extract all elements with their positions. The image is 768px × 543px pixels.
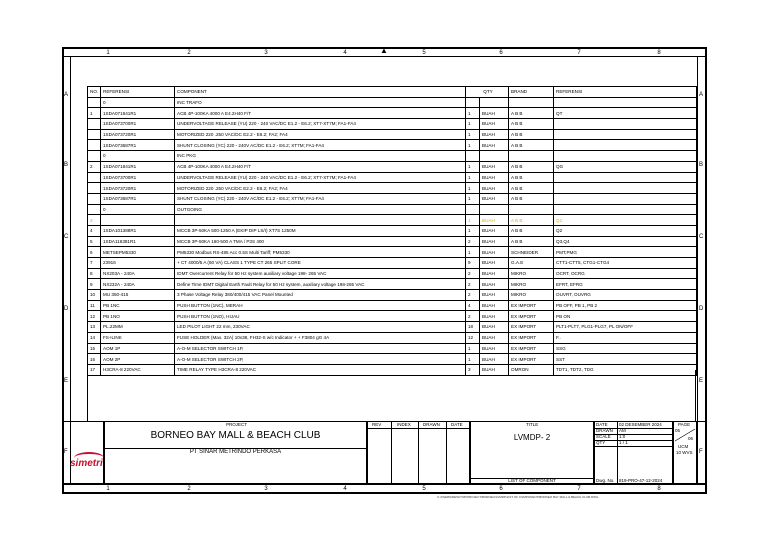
column-number: 2 — [187, 486, 191, 492]
cell-ref: 0 — [101, 204, 175, 215]
cell-brand: MIKRO — [509, 268, 554, 279]
cell-comp: PM5330 Modbus RS-485 Acc 0.5S Multi Tariff; PM5330 — [175, 247, 466, 258]
table-row — [88, 204, 697, 215]
cell-comp: ACB 4P-100KA 4000 A E4.2H40 F/T — [175, 161, 466, 172]
header-qty: QTY — [466, 87, 509, 98]
cell-ref: PB 1NC — [101, 300, 175, 311]
header-brand: BRAND — [509, 87, 554, 98]
cell-ref2: TDT1, TDT2, TDG — [554, 364, 697, 375]
cell-qty: 2 — [466, 268, 480, 279]
cell-ref2: Q1 — [554, 215, 697, 226]
cell-qty: 1 — [466, 215, 480, 226]
cell-unit: BUAH — [480, 290, 509, 301]
cell-qty: 2 — [466, 290, 480, 301]
cell-no: 12 — [88, 311, 101, 322]
row-letter: E — [64, 378, 69, 384]
table-row — [88, 140, 697, 151]
cell-no — [88, 172, 101, 183]
cell-ref: 1SDA073687R1 — [101, 140, 175, 151]
dwg-value: 819-PRO-47-12-2024 — [619, 478, 663, 483]
cell-unit: BUAH — [480, 108, 509, 119]
cell-qty: 12 — [466, 332, 480, 343]
cell-qty: 2 — [466, 236, 480, 247]
table-header-row — [88, 87, 697, 98]
cell-no — [88, 151, 101, 162]
cell-brand: SCHNEIDER — [509, 247, 554, 258]
cell-comp: 3 Phase Voltage Relay 380/400/415 VAC Panel Mounted — [175, 290, 466, 301]
qty-key: QTY — [596, 440, 606, 445]
cell-ref: MU 350-415 — [101, 290, 175, 301]
header-referensi: REFERENSI — [101, 87, 175, 98]
cell-brand: A B B — [509, 161, 554, 172]
cell-qty: 1 — [466, 140, 480, 151]
cell-comp: Define Time IDMT Digital Earth Fault Relay for 50 Hz system, auxiliary voltage 198-265 VAC — [175, 279, 466, 290]
column-number: 4 — [343, 486, 347, 492]
cell-ref: 1SDA073687R1 — [101, 193, 175, 204]
cell-ref: 1SDA073720R1 — [101, 129, 175, 140]
cell-unit: BUAH — [480, 193, 509, 204]
row-letter: F — [64, 449, 68, 455]
divider — [697, 57, 698, 484]
cell-comp: LED PILOT LIGHT 22 mm, 230VAC — [175, 322, 466, 333]
row-letter: F — [699, 449, 703, 455]
cell-no: 1 — [88, 108, 101, 119]
cell-ref: H3CRA-8 220VAC — [101, 364, 175, 375]
cell-comp: FUSE HOLDER (Max. 32A) 10x38, FH32-S w/c Indicator + + F3804 gG 4A — [175, 332, 466, 343]
cell-unit: BUAH — [480, 161, 509, 172]
cell-brand: A B B — [509, 236, 554, 247]
cell-qty: 1 — [466, 172, 480, 183]
cell-ref2: QT — [554, 108, 697, 119]
cell-qty — [466, 97, 480, 108]
cell-ref: 1SDA101388R1 — [101, 225, 175, 236]
cell-brand: EX IMPORT — [509, 354, 554, 365]
cell-brand: EX IMPORT — [509, 300, 554, 311]
cell-comp: UNDERVOLTAGE RELEASE (YU) 220 - 240 VAC/DC E1.2 - E6.2; XT7-XT7M; FA1-FA4 — [175, 172, 466, 183]
cell-unit: BUAH — [480, 268, 509, 279]
column-number: 5 — [422, 486, 426, 492]
cell-unit: BUAH — [480, 183, 509, 194]
scale-key: SCALE — [596, 434, 611, 439]
cell-ref2: EFRT, EFRG — [554, 279, 697, 290]
divider — [63, 484, 706, 485]
title-cell — [470, 421, 594, 484]
cell-no — [88, 193, 101, 204]
cell-brand: G.A.E — [509, 258, 554, 269]
title-label: TITLE — [526, 422, 539, 427]
row-letter: C — [64, 234, 69, 240]
table-row — [88, 215, 697, 226]
cell-ref2: Q3,Q4 — [554, 236, 697, 247]
cell-comp: INC TRAFO — [175, 97, 466, 108]
table-row — [88, 268, 697, 279]
cell-unit: BUAH — [480, 236, 509, 247]
cell-no: 5 — [88, 236, 101, 247]
cell-no — [88, 183, 101, 194]
cell-ref2 — [554, 140, 697, 151]
cell-no: 3 — [88, 215, 101, 226]
cell-qty: 1 — [466, 183, 480, 194]
cell-brand: OMRON — [509, 364, 554, 375]
header-component: COMPONENT — [175, 87, 466, 98]
logo: simetri — [70, 458, 103, 469]
cell-qty: 1 — [466, 354, 480, 365]
cell-unit: BUAH — [480, 225, 509, 236]
row-letter: E — [699, 378, 704, 384]
cell-brand — [509, 97, 554, 108]
table-row — [88, 129, 697, 140]
cell-qty: 1 — [466, 343, 480, 354]
table-row — [88, 172, 697, 183]
cell-no — [88, 97, 101, 108]
cell-ref: 1SDA071841R1 — [101, 108, 175, 119]
cell-no: 16 — [88, 354, 101, 365]
divider — [391, 421, 392, 484]
table-empty-area — [87, 370, 696, 421]
row-letter: D — [64, 306, 69, 312]
cell-ref: FS+LINK — [101, 332, 175, 343]
cell-comp: TIME RELAY TYPE H3CRA-8 220VAC — [175, 364, 466, 375]
cell-ref — [101, 215, 175, 226]
cell-ref2: OCRT, OCRG — [554, 268, 697, 279]
cell-brand: A B B — [509, 108, 554, 119]
divider — [70, 57, 71, 484]
cell-unit: BUAH — [480, 354, 509, 365]
rev-label: REV — [372, 422, 382, 427]
qty-value: 1 / 1 — [619, 440, 628, 445]
cell-no: 6 — [88, 247, 101, 258]
row-letter: C — [699, 234, 704, 240]
cell-qty — [466, 151, 480, 162]
cell-ref: AOM 1P — [101, 343, 175, 354]
cell-ref: 1SDA071841R1 — [101, 161, 175, 172]
cell-comp: IDMT Overcurrent Relay for 50 Hz system auxiliary voltage 198- 265 VAC — [175, 268, 466, 279]
cell-ref: METSEPM5330 — [101, 247, 175, 258]
cell-brand: MIKRO — [509, 279, 554, 290]
column-number: 6 — [499, 50, 503, 56]
cell-comp: SHUNT CLOSING (YC) 220 - 240V AC/DC E1.2 - E6.2; XT7M; FA1-FA4 — [175, 193, 466, 204]
table-row — [88, 258, 697, 269]
cell-no: 7 — [88, 258, 101, 269]
cell-qty: 1 — [466, 161, 480, 172]
cell-comp: MOTORIZED 220 .250 VAC/DC E2.2 - E6.2; FA2; FA4 — [175, 183, 466, 194]
cell-brand: A B B — [509, 140, 554, 151]
cell-unit: BUAH — [480, 332, 509, 343]
cell-ref: PB 1NO — [101, 311, 175, 322]
cell-no — [88, 204, 101, 215]
row-letter: A — [64, 92, 69, 98]
cell-ref2: PMT,PMG — [554, 247, 697, 258]
cell-ref2 — [554, 193, 697, 204]
cell-ref: 1SDA073720R1 — [101, 183, 175, 194]
date-label: DATE — [451, 422, 463, 427]
table-row — [88, 151, 697, 162]
column-number: 5 — [422, 50, 426, 56]
row-letter: B — [64, 162, 69, 168]
cell-no — [88, 119, 101, 130]
drawing-subtitle: LIST OF COMPONENT — [508, 478, 556, 483]
cell-qty: 18 — [466, 322, 480, 333]
index-label: INDEX — [397, 422, 411, 427]
date-value: 02 DESEMBER 2024 — [619, 422, 662, 427]
cell-unit: BUAH — [480, 322, 509, 333]
company-name: PT SINAR METRINDO PERKASA — [189, 449, 282, 455]
cell-unit: BUAH — [480, 258, 509, 269]
center-arrow-icon: ▲ — [380, 46, 388, 55]
drawn-label: DRAWN — [423, 422, 440, 427]
cell-comp: PUSH BUTTON (1NO), HIJAU — [175, 311, 466, 322]
cell-ref2: SSG — [554, 343, 697, 354]
cell-qty: 2 — [466, 279, 480, 290]
cell-ref2 — [554, 97, 697, 108]
cell-brand: A B B — [509, 215, 554, 226]
cell-ref2 — [554, 129, 697, 140]
column-number: 7 — [577, 486, 581, 492]
table-row — [88, 300, 697, 311]
cell-no: 13 — [88, 322, 101, 333]
divider — [418, 421, 419, 484]
header-no: NO. — [88, 87, 101, 98]
page-current: 05 — [675, 428, 681, 433]
cell-unit: BUAH — [480, 364, 509, 375]
page-label: PAGE — [678, 422, 691, 427]
cell-qty: 1 — [466, 225, 480, 236]
table-row — [88, 311, 697, 322]
cell-qty: 9 — [466, 258, 480, 269]
cell-ref2: F.. — [554, 332, 697, 343]
cell-ref2 — [554, 151, 697, 162]
cell-unit: BUAH — [480, 119, 509, 130]
table-row — [88, 119, 697, 130]
table-row — [88, 236, 697, 247]
header-referensi-2: REFERENSI — [554, 87, 697, 98]
ucm-label: UCM — [678, 444, 689, 449]
cell-comp: PUSH BUTTON (1NC), MERAH — [175, 300, 466, 311]
cell-brand: A B B — [509, 225, 554, 236]
row-letter: D — [699, 306, 704, 312]
column-number: 6 — [499, 486, 503, 492]
cell-qty: 1 — [466, 108, 480, 119]
cell-comp: + CT 4000/5 A (60 VA) CLASS 1 TYPE CT 265 SPLIT CORE — [175, 258, 466, 269]
cell-qty: 2 — [466, 311, 480, 322]
column-number: 1 — [106, 50, 110, 56]
cell-unit: BUAH — [480, 215, 509, 226]
table-row — [88, 108, 697, 119]
cell-unit: BUAH — [480, 129, 509, 140]
page-total: 06 — [688, 436, 694, 441]
cell-ref: PL.22MM — [101, 322, 175, 333]
cell-no: 10 — [88, 290, 101, 301]
cell-comp: INC PKG — [175, 151, 466, 162]
cell-no: 2 — [88, 161, 101, 172]
cell-ref2: PLT1-PLT7, PLG1-PLG7, PL ON/OFF — [554, 322, 697, 333]
cell-unit: BUAH — [480, 140, 509, 151]
cell-comp — [175, 215, 466, 226]
cell-comp: ACB 4P-100KA 4000 A E4.2H40 F/T — [175, 108, 466, 119]
cell-unit — [480, 97, 509, 108]
cell-no: 15 — [88, 343, 101, 354]
cell-brand: A B B — [509, 193, 554, 204]
cell-ref2 — [554, 119, 697, 130]
cell-brand: EX IMPORT — [509, 322, 554, 333]
cell-ref2: SST — [554, 354, 697, 365]
drawn-value: AM — [619, 428, 626, 433]
cell-unit: BUAH — [480, 247, 509, 258]
cell-comp: MOTORIZED 220 .250 VAC/DC E2.2 - E6.2; FA2; FA4 — [175, 129, 466, 140]
cell-ref: AOM 2P — [101, 354, 175, 365]
table-row — [88, 279, 697, 290]
divider — [594, 440, 673, 441]
cell-brand — [509, 204, 554, 215]
column-number: 8 — [657, 50, 661, 56]
table-row — [88, 161, 697, 172]
component-table — [87, 86, 697, 376]
cell-unit: BUAH — [480, 279, 509, 290]
drawing-title: LVMDP- 2 — [513, 433, 551, 442]
cell-brand: A B B — [509, 172, 554, 183]
cell-comp: OUTGOING — [175, 204, 466, 215]
row-letter: B — [699, 162, 704, 168]
cell-qty: 1 — [466, 193, 480, 204]
cell-brand: A B B — [509, 129, 554, 140]
project-name: BORNEO BAY MALL & BEACH CLUB — [150, 430, 321, 441]
cell-ref2: PB ON — [554, 311, 697, 322]
cell-comp: A-O-M SELECTOR SWITCH 2P, — [175, 354, 466, 365]
column-number: 2 — [187, 50, 191, 56]
cell-ref2: Q2 — [554, 225, 697, 236]
cell-no — [88, 140, 101, 151]
column-number: 4 — [343, 50, 347, 56]
cell-comp: MCCB 3P-50KA 500-1250 A (EKIP DIP LS/I) XT7S 1250M — [175, 225, 466, 236]
column-number: 8 — [657, 486, 661, 492]
column-number: 3 — [264, 50, 268, 56]
table-row — [88, 343, 697, 354]
row-letter: A — [699, 92, 704, 98]
cell-unit — [480, 204, 509, 215]
table-row — [88, 183, 697, 194]
cell-comp: UNDERVOLTAGE RELEASE (YU) 220 - 240 VAC/DC E1.2 - E6.2; XT7-XT7M; FA1-FA4 — [175, 119, 466, 130]
cell-brand: EX IMPORT — [509, 311, 554, 322]
drawn-key: DRAWN — [596, 428, 613, 433]
cell-qty — [466, 204, 480, 215]
cell-ref: 1SDA073700R1 — [101, 172, 175, 183]
table-row — [88, 354, 697, 365]
scale-value: 1:0 — [619, 434, 626, 439]
cell-brand: A B B — [509, 119, 554, 130]
cell-no: 8 — [88, 268, 101, 279]
cell-unit: BUAH — [480, 300, 509, 311]
cell-ref: 0 — [101, 97, 175, 108]
cell-ref2 — [554, 204, 697, 215]
column-number: 7 — [577, 50, 581, 56]
cell-qty: 1 — [466, 247, 480, 258]
cell-ref: 23916 — [101, 258, 175, 269]
cell-comp: A-O-M SELECTOR SWITCH 1P, — [175, 343, 466, 354]
cell-ref2: PB OFF, PB 1, PB 2 — [554, 300, 697, 311]
cell-no: 11 — [88, 300, 101, 311]
divider — [617, 421, 618, 484]
page-slash-icon — [673, 428, 697, 442]
cell-unit: BUAH — [480, 311, 509, 322]
cell-ref: 0 — [101, 151, 175, 162]
cell-ref2 — [554, 183, 697, 194]
divider — [594, 446, 673, 447]
column-number: 3 — [264, 486, 268, 492]
cell-no: 14 — [88, 332, 101, 343]
table-row — [88, 322, 697, 333]
cell-ref: 1SDA073700R1 — [101, 119, 175, 130]
project-label: PROJECT — [226, 422, 248, 427]
cell-ref2: QG — [554, 161, 697, 172]
cell-unit — [480, 151, 509, 162]
cell-no — [88, 129, 101, 140]
cell-brand: EX IMPORT — [509, 343, 554, 354]
cell-qty: 1 — [466, 119, 480, 130]
cell-no: 4 — [88, 225, 101, 236]
cell-qty: 4 — [466, 300, 480, 311]
cell-ref: NX203A - 240A — [101, 268, 175, 279]
table-row — [88, 193, 697, 204]
cell-comp: SHUNT CLOSING (YC) 220 - 240V AC/DC E1.2 - E6.2; XT7M; FA1-FA4 — [175, 140, 466, 151]
file-path: C:\USERS\DESKTOP\PROJECT\BORNEO\LVMDP\LIST OF COMPONENT\BORNEO BAY MALL & BEACH CLUB.DWG — [437, 495, 599, 499]
cell-ref: NX232A - 240A — [101, 279, 175, 290]
date-key: DATE — [596, 422, 608, 427]
cell-unit: BUAH — [480, 172, 509, 183]
table-row — [88, 290, 697, 301]
cell-brand — [509, 151, 554, 162]
cell-comp: MCCB 3P-50KA 160-500 A TMA / P3S 400 — [175, 236, 466, 247]
divider — [63, 56, 706, 57]
cell-unit: BUAH — [480, 343, 509, 354]
cell-qty: 3 — [466, 364, 480, 375]
cell-brand: MIKRO — [509, 290, 554, 301]
table-row — [88, 247, 697, 258]
table-row — [88, 225, 697, 236]
cell-ref2 — [554, 172, 697, 183]
cell-qty: 1 — [466, 129, 480, 140]
divider — [446, 421, 447, 484]
cell-ref2: CTT1-CTT5, CTG1-CTG4 — [554, 258, 697, 269]
cell-no: 9 — [88, 279, 101, 290]
dwg-key: Dwg. No. — [596, 478, 615, 483]
cell-brand: A B B — [509, 183, 554, 194]
table-row — [88, 97, 697, 108]
cell-no: 17 — [88, 364, 101, 375]
cell-brand: EX IMPORT — [509, 332, 554, 343]
cell-ref2: OUVRT, OUVRG — [554, 290, 697, 301]
ucm-value: 10 WVS — [676, 450, 693, 455]
cell-ref: 1SDA116381R1 — [101, 236, 175, 247]
table-row — [88, 332, 697, 343]
column-number: 1 — [106, 486, 110, 492]
